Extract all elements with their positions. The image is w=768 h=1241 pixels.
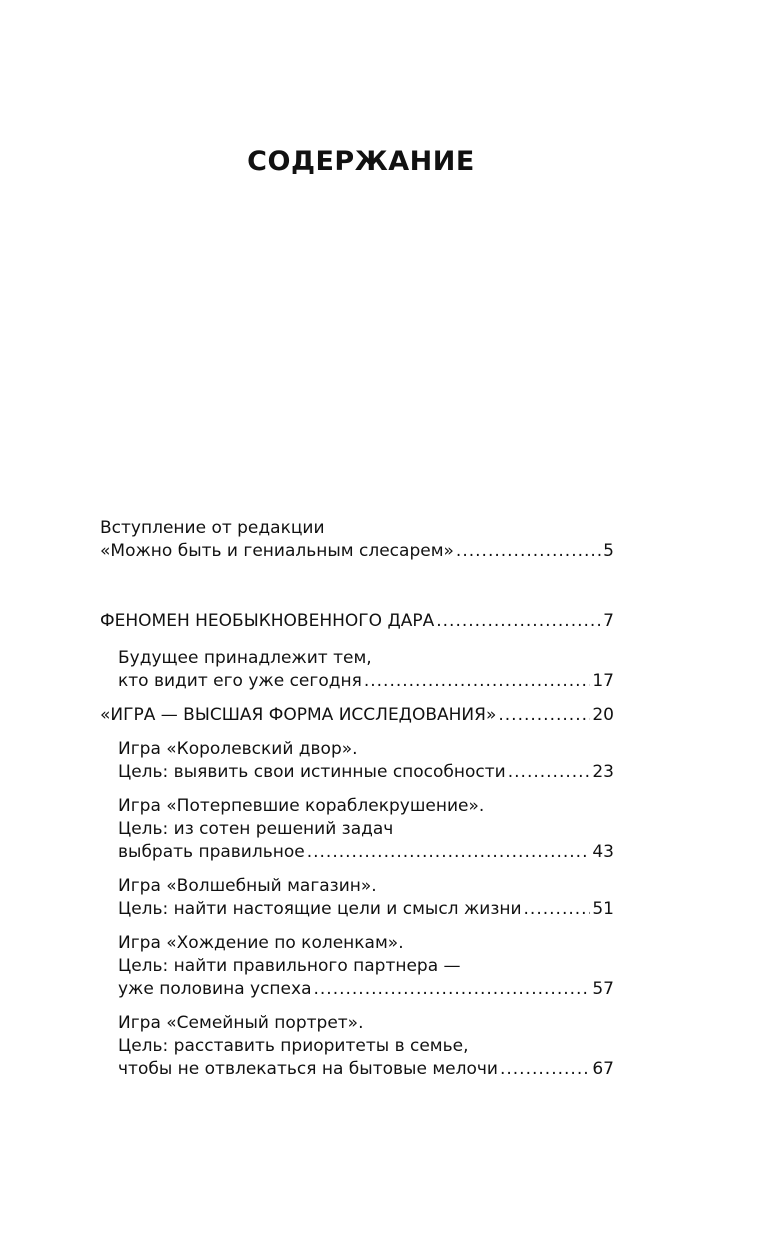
toc-entry-game-research <box>100 704 614 727</box>
page-number: 51 <box>592 899 614 919</box>
page-number: 23 <box>592 762 614 782</box>
toc-entry-text: Вступление от редакции <box>100 518 325 538</box>
page-number: 43 <box>592 842 614 862</box>
toc-entry-text: Цель: расставить приоритеты в семье, <box>118 1036 469 1056</box>
toc-entry-text: кто видит его уже сегодня <box>118 671 362 691</box>
page-number: 7 <box>603 611 614 631</box>
toc-entry-text: Игра «Королевский двор». <box>118 739 358 759</box>
dot-leader <box>436 610 601 633</box>
toc-entry-text: Цель: найти правильного партнера — <box>118 956 461 976</box>
page-number: 20 <box>592 705 614 725</box>
toc-entry-text: Игра «Волшебный магазин». <box>118 876 377 896</box>
toc-entry-phenomenon <box>100 610 614 633</box>
toc-entry-royal-court <box>118 738 614 784</box>
page-number: 5 <box>603 541 614 561</box>
toc-entry-text: Игра «Хождение по коленкам». <box>118 933 404 953</box>
dot-leader <box>500 1058 590 1081</box>
toc-entry-text: уже половина успеха <box>118 979 312 999</box>
toc-entry-text: «Можно быть и гениальным слесарем» <box>100 541 454 561</box>
toc-entry-text: выбрать правильное <box>118 842 305 862</box>
toc-entry-future <box>118 647 614 693</box>
page-number: 17 <box>592 671 614 691</box>
toc-entry-text: чтобы не отвлекаться на бытовые мелочи <box>118 1059 498 1079</box>
toc-entry-text: Цель: найти настоящие цели и смысл жизни <box>118 899 522 919</box>
toc-entry-text: Будущее принадлежит тем, <box>118 648 372 668</box>
toc-entry-magic-shop <box>118 875 614 921</box>
toc-entry-text: «ИГРА — ВЫСШАЯ ФОРМА ИССЛЕДОВАНИЯ» <box>100 705 497 725</box>
page-number: 57 <box>592 979 614 999</box>
dot-leader <box>364 670 591 693</box>
page-title: СОДЕРЖАНИЕ <box>247 146 475 177</box>
toc-entry-text: Игра «Семейный портрет». <box>118 1013 364 1033</box>
dot-leader <box>456 540 601 563</box>
dot-leader <box>498 704 590 727</box>
dot-leader <box>313 978 590 1001</box>
page-number: 67 <box>592 1059 614 1079</box>
table-of-contents <box>100 517 614 1081</box>
toc-entry-family-portrait <box>118 1012 614 1081</box>
toc-entry-text: Цель: выявить свои истинные способности <box>118 762 506 782</box>
toc-entry-knees <box>118 932 614 1001</box>
dot-leader <box>508 761 591 784</box>
toc-entry-introduction <box>100 517 614 563</box>
toc-entry-shipwrecked <box>118 795 614 864</box>
toc-entry-text: ФЕНОМЕН НЕОБЫКНОВЕННОГО ДАРА <box>100 611 435 631</box>
toc-entry-text: Игра «Потерпевшие кораблекрушение». <box>118 796 485 816</box>
dot-leader <box>524 898 591 921</box>
toc-entry-text: Цель: из сотен решений задач <box>118 819 394 839</box>
dot-leader <box>307 841 591 864</box>
